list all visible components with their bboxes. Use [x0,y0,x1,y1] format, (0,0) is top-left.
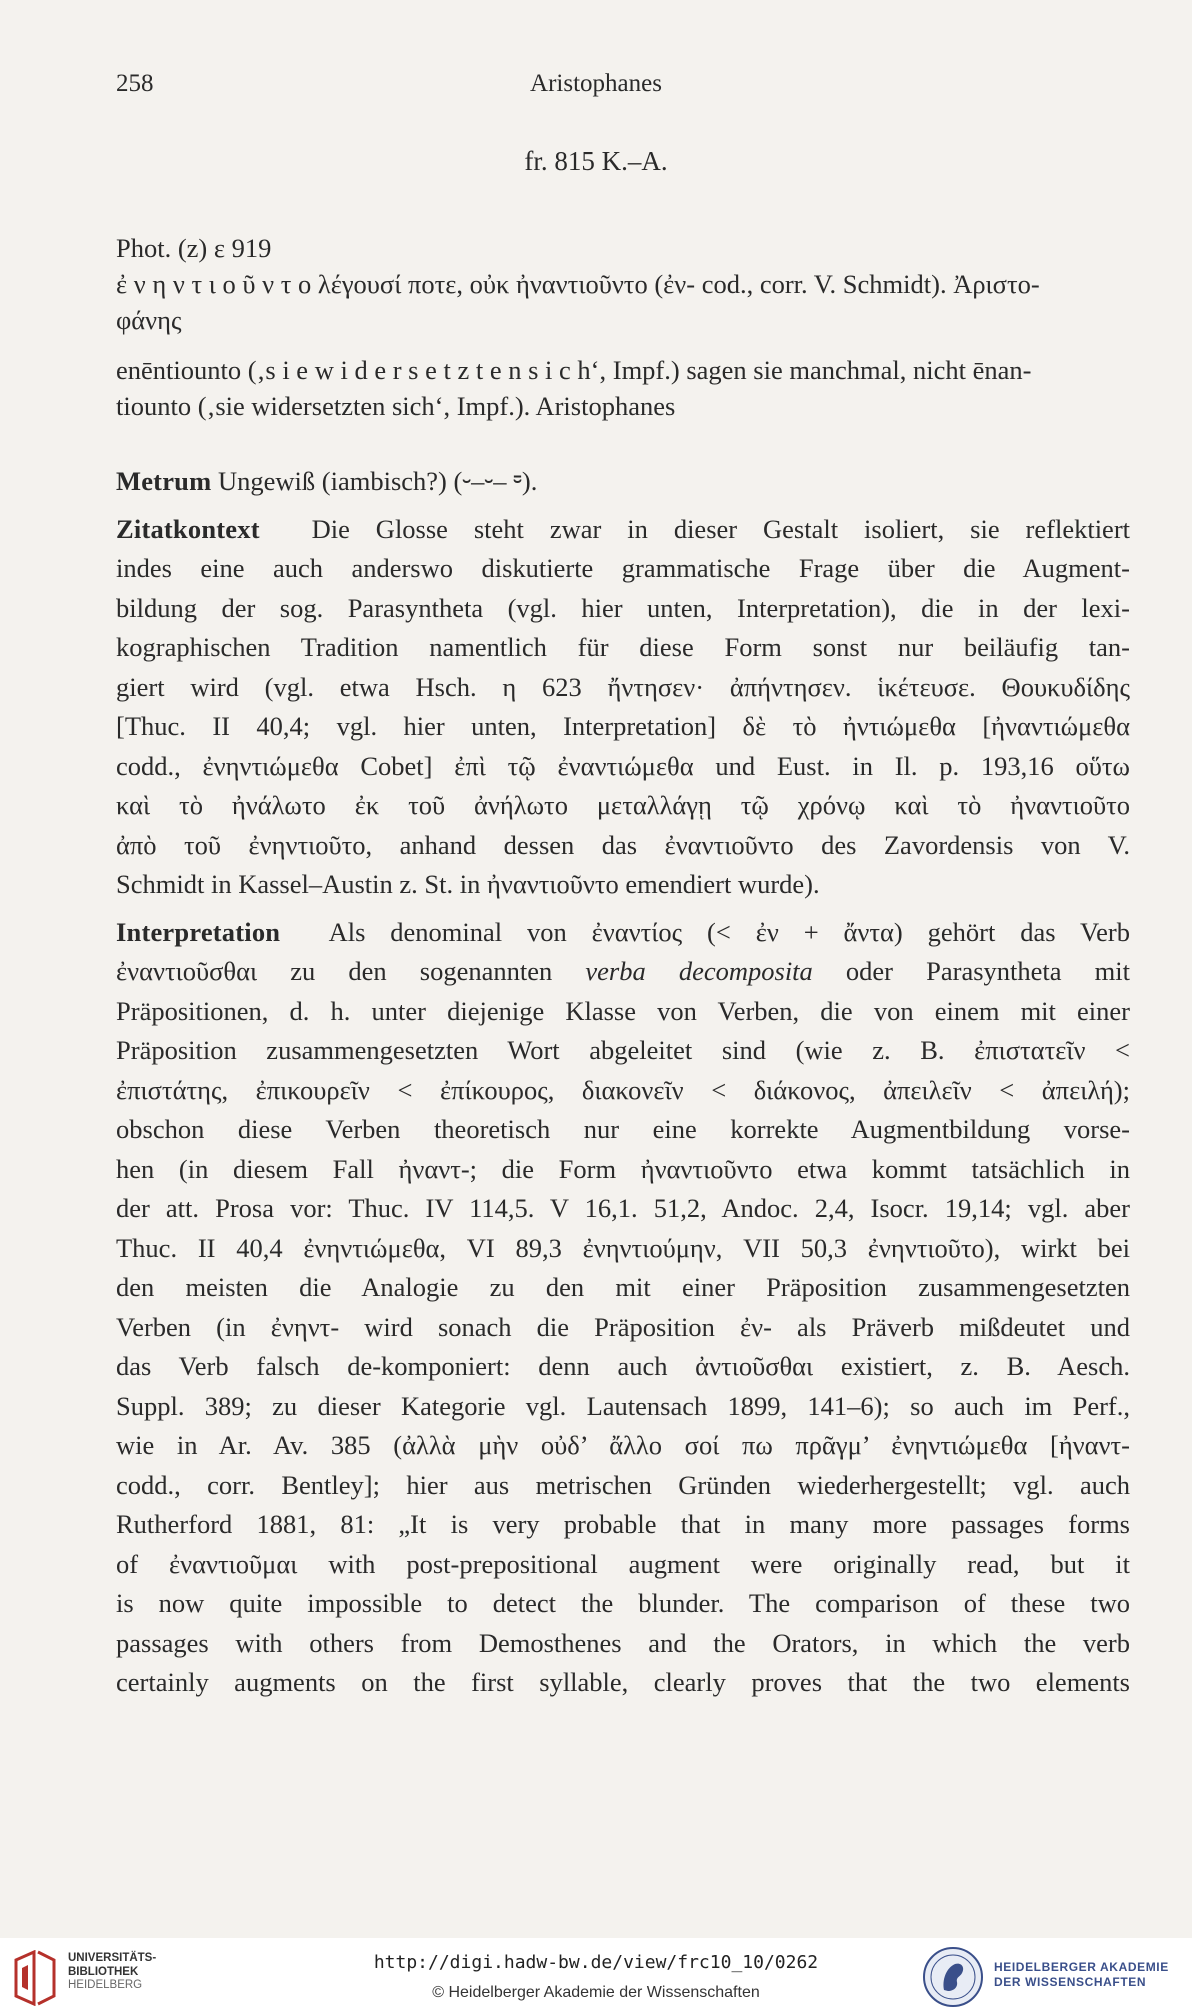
academy-seal-logo-icon[interactable] [922,1946,984,2008]
running-header [116,70,1076,106]
paragraph-line: certainly augments on the first syllable, clearly proves that the two elements [116,1667,1130,1697]
paragraph-line: das Verb falsch de-komponiert: denn auch ἀντιοῦσθαι existiert, z. B. Aesch. [116,1351,1130,1381]
fragment-heading: fr. 815 K.–A. [524,146,668,176]
paragraph-line: Rutherford 1881, 81: „It is very probable that in many more passages forms [116,1509,1130,1539]
source-line: ἐ ν η ν τ ι ο ῦ ν τ ο λέγουσί ποτε, οὐκ ἠναντιοῦντο (ἐν- cod., corr. V. Schmidt). Ἀριστο- [116,269,1040,299]
paragraph-line: Präposition zusammengesetzten Wort abgeleitet sind (wie z. B. ἐπιστατεῖν < [116,1035,1130,1065]
paragraph-line: giert wird (vgl. etwa Hsch. η 623 ἤντησεν· ἀπήντησεν. ἱκέτευσε. Θουκυδίδης [116,671,1130,702]
paragraph-line: Präpositionen, d. h. unter diejenige Klasse von Verben, die von einem mit einer [116,995,1130,1026]
paragraph-line: Suppl. 389; zu dieser Kategorie vgl. Lautensach 1899, 141–6); so auch im Perf., [116,1390,1130,1421]
italic-term: verba decomposita [585,956,813,986]
paragraph-line: is now quite impossible to detect the blunder. The comparison of these two [116,1588,1130,1618]
academy-name: HEIDELBERGER AKADEMIE DER WISSENSCHAFTEN [994,1960,1169,1989]
paragraph-line: Thuc. II 40,4 ἐνηντιώμεθα, VI 89,3 ἐνηντιούμην, VII 50,3 ἐνηντιοῦτο), wirkt bei [116,1232,1130,1263]
metrum-text: Ungewiß (iambisch?) (⏑–⏑– ⏒). [218,466,538,496]
section-label: Interpretation [116,916,281,947]
paragraph-line: codd., ἐνηντιώμεθα Cobet] ἐπὶ τῷ ἐναντιώμεθα und Eust. in Il. p. 193,16 οὕτω [116,750,1130,781]
main-text [116,230,1130,1703]
paragraph-line: Verben (in ἐνηντ- wird sonach die Präposition ἐν- als Präverb mißdeutet und [116,1311,1130,1342]
paragraph-line: codd., corr. Bentley]; hier aus metrischen Gründen wiederhergestellt; vgl. auch [116,1469,1130,1500]
section-label: Metrum [116,466,212,496]
paragraph-line: ἀπὸ τοῦ ἐνηντιοῦτο, anhand dessen das ἐναντιοῦντο des Zavordensis von V. [116,829,1130,860]
paragraph-line: den meisten die Analogie zu den mit einer Präposition zusammengesetzten [116,1272,1130,1302]
translation-line: tiounto (‚sie widersetzten sich‘, Impf.). Aristophanes [116,391,676,421]
paragraph-line: of ἐναντιοῦμαι with post-prepositional augment were originally read, but it [116,1548,1130,1579]
paragraph-line: hen (in diesem Fall ἠναντ-; die Form ἠναντιοῦντο etwa kommt tatsächlich in [116,1153,1130,1184]
paragraph-line: Zitatkontext Die Glosse steht zwar in dieser Gestalt isoliert, sie reflektiert [116,513,1130,544]
paragraph-line: Schmidt in Kassel–Austin z. St. in ἠναντιοῦντο emendiert wurde). [116,869,820,899]
paragraph-line: indes eine auch anderswo diskutierte grammatische Frage über die Augment- [116,553,1130,583]
paragraph-line: Interpretation Als denominal von ἐναντίος (< ἐν + ἄντα) gehört das Verb [116,916,1130,947]
paragraph-line: wie in Ar. Av. 385 (ἀλλὰ μὴν οὐδ’ ἄλλο σοί πω πρᾶγμ’ ἐνηντιώμεθα [ἠναντ- [116,1430,1130,1460]
paragraph-line: der att. Prosa vor: Thuc. IV 114,5. V 16,1. 51,2, Andoc. 2,4, Isocr. 19,14; vgl. aber [116,1193,1130,1223]
permalink-url[interactable]: http://digi.hadw-bw.de/view/frc10_10/0262 [373,1952,819,1973]
zitatkontext-section [116,510,1130,905]
interpretation-section [116,913,1130,1703]
copyright-notice: © Heidelberger Akademie der Wissenschaften [432,1984,760,2001]
paragraph-line: ἐπιστάτης, ἐπικουρεῖν < ἐπίκουρος, διακονεῖν < διάκονος, ἀπειλεῖν < ἀπειλή); [116,1074,1130,1105]
paragraph-line: kographischen Tradition namentlich für diese Form sonst nur beiläufig tan- [116,632,1130,662]
paragraph-line: ἐναντιοῦσθαι zu den sogenannten verba decomposita oder Parasyntheta mit [116,956,1130,986]
university-library-name: UNIVERSITÄTS- BIBLIOTHEK HEIDELBERG [68,1952,157,1991]
paragraph-line: passages with others from Demosthenes and the Orators, in which the verb [116,1627,1130,1658]
paragraph-line: bildung der sog. Parasyntheta (vgl. hier unten, Interpretation), die in der lexi- [116,592,1130,623]
source-line: Phot. (z) ε 919 [116,233,272,263]
source-line: φάνης [116,305,182,335]
running-title: Aristophanes [530,70,662,97]
paragraph-line: [Thuc. II 40,4; vgl. hier unten, Interpretation] δὲ τὸ ἠντιώμεθα [ἠναντιώμεθα [116,711,1130,741]
viewer-footer [0,1938,1192,2016]
paragraph-line: obschon diese Verben theoretisch nur eine korrekte Augmentbildung vorse- [116,1114,1130,1144]
translation-line: enēntiounto (‚s i e w i d e r s e t z t e n s i c h‘, Impf.) sagen sie manchmal, nicht ēnan- [116,355,1032,385]
section-label: Zitatkontext [116,513,260,544]
paragraph-line: καὶ τὸ ἠνάλωτο ἐκ τοῦ ἀνήλωτο μεταλλάγῃ τῷ χρόνῳ καὶ τὸ ἠναντιοῦτο [116,790,1130,820]
page-number: 258 [116,70,154,97]
metrum-section [116,462,1130,502]
